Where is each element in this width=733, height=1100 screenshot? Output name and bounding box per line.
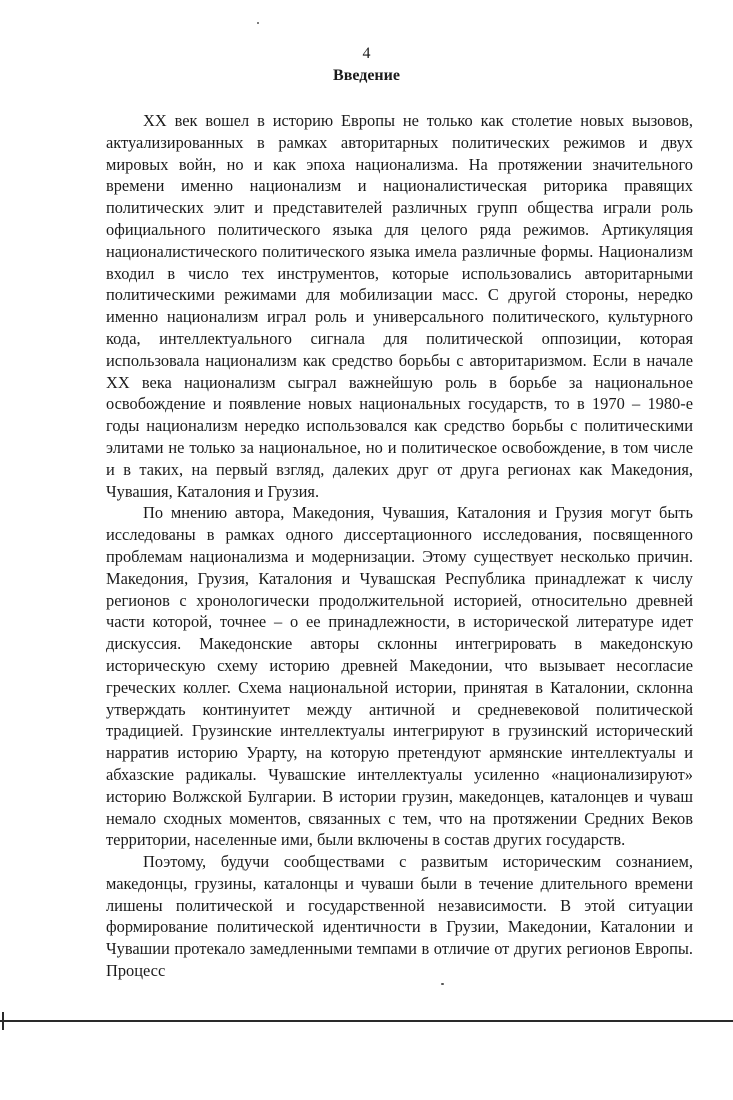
page-number: 4 [362,45,371,62]
body-text [106,110,693,982]
paragraph-2: По мнению автора, Македония, Чувашия, Каталония и Грузия могут быть исследованы в рамках одного диссертационного исследования, посвященного проблемам национализма и модернизации. Этому существует несколько причин. Македония, Грузия, Каталония и Чувашская Республика принадлежат к числу регионов с хронологически продолжительной историей, относительно древней части которой, точнее – о ее принадлежности, в исторической литературе идет дискуссия. Македонские авторы склонны интегрировать в македонскую историческую схему историю древней Македонии, что вызывает несогласие греческих коллег. Схема национальной истории, принятая в Каталонии, склонна утверждать континуитет между античной и средневековой политической традицией. Грузинские интеллектуалы интегрируют в грузинский исторический нарратив историю Урарту, на которую претендуют армянские интеллектуалы и абхазские радикалы. Чувашские интеллектуалы усиленно «национализируют» историю Волжской Булгарии. В истории грузин, македонцев, каталонцев и чуваш немало сходных моментов, связанных с тем, что на протяжении Средних Веков территории, населенные ими, были включены в состав других государств. [106,503,693,850]
paragraph-1: XX век вошел в историю Европы не только как столетие новых вызовов, актуализированных в рамках авторитарных политических режимов и двух мировых войн, но и как эпоха национализма. На протяжении значительного времени именно национализм и националистическая риторика правящих политических элит и представителей различных групп общества играли роль официального политического языка для целого ряда режимов. Артикуляция националистического политического языка имела различные формы. Национализм входил в число тех инструментов, которые использовались авторитарными политическими режимами для мобилизации масс. С другой стороны, нередко именно национализм играл роль и универсального политического, культурного кода, интеллектуального сигнала для политической оппозиции, которая использовала национализм как средство борьбы с авторитаризмом. Если в начале XX века национализм сыграл важнейшую роль в борьбе за национальное освобождение и появление новых национальных государств, то в 1970 – 1980-е годы национализм нередко использовался как средство борьбы с политическими элитами не только за национальное, но и политическое освобождение, в том числе и в таких, на первый взгляд, далеких друг от друга регионах как Македония, Чувашия, Каталония и Грузия. [106,111,693,501]
page-heading: Введение [333,67,400,84]
scan-speck [441,983,444,985]
paragraph-3: Поэтому, будучи сообществами с развитым историческим сознанием, македонцы, грузины, каталонцы и чуваши были в течение длительного времени лишены политической и государственной независимости. В этой ситуации формирование политической идентичности в Грузии, Македонии, Каталонии и Чувашии протекало замедленными темпами в отличие от других регионов Европы. Процесс [106,852,693,981]
scan-bottom-edge [0,1020,733,1022]
scan-speck [257,22,259,24]
